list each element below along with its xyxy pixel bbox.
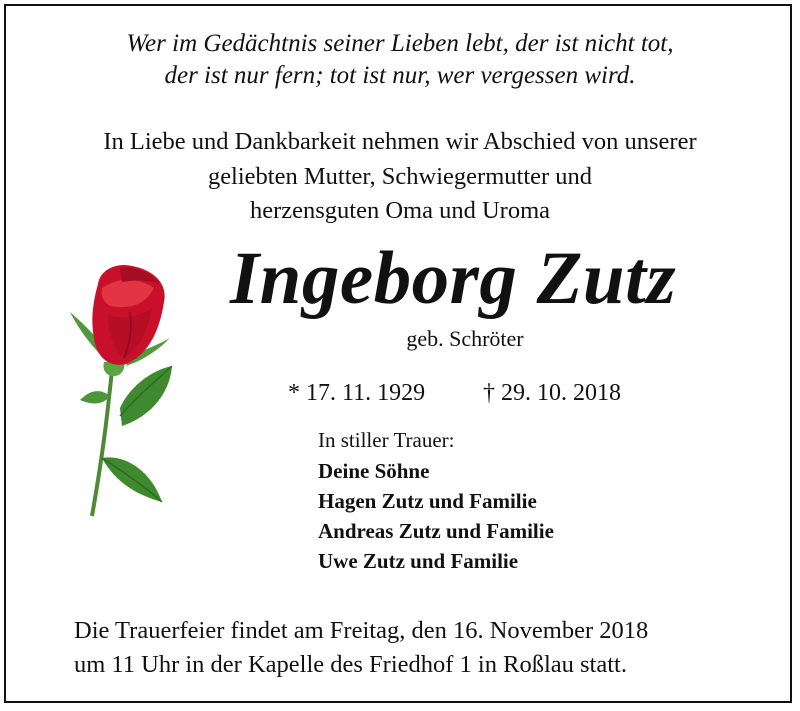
mourner-name: Hagen Zutz und Familie <box>318 489 537 513</box>
intro-line-3: herzensguten Oma und Uroma <box>249 197 551 224</box>
birth-date: * 17. 11. 1929 <box>288 380 426 406</box>
quote-line-2: der ist nur fern; tot ist nur, wer vergessen wird. <box>164 62 636 89</box>
funeral-line-2: um 11 Uhr in der Kapelle des Friedhof 1 in Roßlau statt. <box>74 651 627 678</box>
intro-line-1: In Liebe und Dankbarkeit nehmen wir Abschied von unserer <box>103 128 697 155</box>
funeral-line-1: Die Trauerfeier findet am Freitag, den 16. November 2018 <box>74 617 649 644</box>
intro-line-2: geliebten Mutter, Schwiegermutter und <box>207 163 593 190</box>
maiden-name: geb. Schröter <box>406 326 524 351</box>
deceased-name: Ingeborg Zutz <box>230 237 677 320</box>
red-rose-icon <box>60 258 180 520</box>
death-date: † 29. 10. 2018 <box>483 380 621 406</box>
quote-line-1: Wer im Gedächtnis seiner Lieben lebt, der ist nicht tot, <box>126 30 674 57</box>
mourner-name: Deine Söhne <box>318 459 430 483</box>
mourner-name: Uwe Zutz und Familie <box>318 549 519 573</box>
mourners-heading: In stiller Trauer: <box>318 428 455 452</box>
mourner-name: Andreas Zutz und Familie <box>318 519 554 543</box>
